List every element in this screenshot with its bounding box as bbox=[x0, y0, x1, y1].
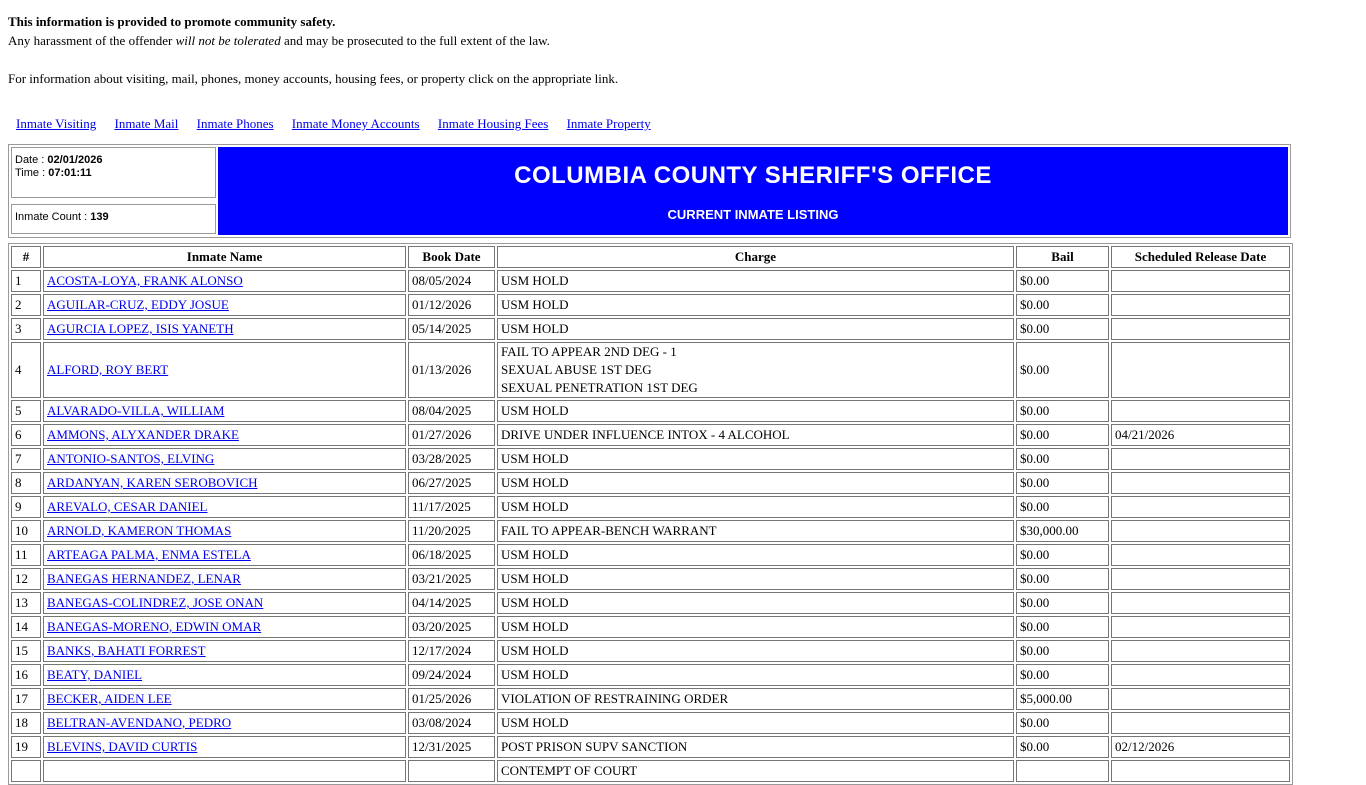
inmate-name-cell bbox=[43, 424, 406, 446]
inmate-name-link[interactable]: BLEVINS, DAVID CURTIS bbox=[47, 739, 198, 754]
row-number-cell: 1 bbox=[11, 270, 41, 292]
release-date-cell bbox=[1111, 592, 1290, 614]
table-row bbox=[11, 424, 1290, 446]
charge-cell bbox=[497, 472, 1014, 494]
inmate-name-cell bbox=[43, 544, 406, 566]
nav-link-inmate-visiting[interactable]: Inmate Visiting bbox=[16, 116, 97, 131]
date-time-box bbox=[11, 147, 216, 198]
header-left-cell bbox=[11, 147, 216, 235]
release-date-cell bbox=[1111, 760, 1290, 782]
bail-cell: $0.00 bbox=[1016, 736, 1109, 758]
row-number-cell: 17 bbox=[11, 688, 41, 710]
table-row bbox=[11, 448, 1290, 470]
inmate-name-link[interactable]: BECKER, AIDEN LEE bbox=[47, 691, 172, 706]
inmate-name-link[interactable]: BANEGAS-COLINDREZ, JOSE ONAN bbox=[47, 595, 264, 610]
charge-cell bbox=[497, 688, 1014, 710]
inmate-count-label: Inmate Count : bbox=[15, 211, 91, 223]
inmate-name-link[interactable]: AGURCIA LOPEZ, ISIS YANETH bbox=[47, 321, 234, 336]
book-date-cell: 03/28/2025 bbox=[408, 448, 495, 470]
nav-link-inmate-phones[interactable]: Inmate Phones bbox=[196, 116, 274, 131]
charge-line: USM HOLD bbox=[501, 643, 569, 658]
charge-cell bbox=[497, 520, 1014, 542]
charge-line: USM HOLD bbox=[501, 403, 569, 418]
charge-cell bbox=[497, 568, 1014, 590]
table-row bbox=[11, 664, 1290, 686]
table-row bbox=[11, 568, 1290, 590]
time-label: Time : bbox=[15, 167, 49, 179]
inmate-name-link[interactable]: BEATY, DANIEL bbox=[47, 667, 143, 682]
charge-cell bbox=[497, 424, 1014, 446]
inmate-name-cell bbox=[43, 472, 406, 494]
release-date-cell bbox=[1111, 400, 1290, 422]
charge-cell bbox=[497, 664, 1014, 686]
charge-cell bbox=[497, 616, 1014, 638]
book-date-cell: 01/27/2026 bbox=[408, 424, 495, 446]
bail-cell: $0.00 bbox=[1016, 472, 1109, 494]
bail-cell: $0.00 bbox=[1016, 294, 1109, 316]
book-date-cell: 01/25/2026 bbox=[408, 688, 495, 710]
info-line: For information about visiting, mail, phones, money accounts, housing fees, or property click on the appropriate link. bbox=[8, 71, 619, 86]
inmate-name-link[interactable]: BANEGAS-MORENO, EDWIN OMAR bbox=[47, 619, 262, 634]
bail-cell: $0.00 bbox=[1016, 318, 1109, 340]
inmate-name-link[interactable]: ANTONIO-SANTOS, ELVING bbox=[47, 451, 215, 466]
bail-cell: $0.00 bbox=[1016, 448, 1109, 470]
bail-cell: $0.00 bbox=[1016, 400, 1109, 422]
page-subtitle: CURRENT INMATE LISTING bbox=[667, 207, 839, 222]
charge-line: DRIVE UNDER INFLUENCE INTOX - 4 ALCOHOL bbox=[501, 427, 790, 442]
inmate-name-cell bbox=[43, 664, 406, 686]
row-number-cell: 6 bbox=[11, 424, 41, 446]
row-number-cell: 13 bbox=[11, 592, 41, 614]
safety-notice bbox=[8, 12, 1366, 50]
release-date-cell bbox=[1111, 342, 1290, 398]
charge-cell bbox=[497, 448, 1014, 470]
release-date-cell bbox=[1111, 616, 1290, 638]
nav-link-inmate-property[interactable]: Inmate Property bbox=[566, 116, 651, 131]
row-number-cell: 14 bbox=[11, 616, 41, 638]
bail-cell: $0.00 bbox=[1016, 568, 1109, 590]
book-date-cell: 03/08/2024 bbox=[408, 712, 495, 734]
inmate-name-link[interactable]: ALFORD, ROY BERT bbox=[47, 362, 169, 377]
book-date-cell: 08/05/2024 bbox=[408, 270, 495, 292]
inmate-name-link[interactable]: BANKS, BAHATI FORREST bbox=[47, 643, 206, 658]
book-date-cell: 06/27/2025 bbox=[408, 472, 495, 494]
charge-cell bbox=[497, 496, 1014, 518]
row-number-cell: 7 bbox=[11, 448, 41, 470]
charge-cell bbox=[497, 400, 1014, 422]
row-number-cell: 9 bbox=[11, 496, 41, 518]
charge-line: FAIL TO APPEAR 2ND DEG - 1 bbox=[501, 344, 677, 359]
header-banner-table bbox=[8, 144, 1291, 238]
book-date-cell: 03/20/2025 bbox=[408, 616, 495, 638]
table-row bbox=[11, 294, 1290, 316]
row-number-cell: 3 bbox=[11, 318, 41, 340]
table-row bbox=[11, 342, 1290, 398]
bail-cell: $30,000.00 bbox=[1016, 520, 1109, 542]
charge-line: USM HOLD bbox=[501, 667, 569, 682]
release-date-cell bbox=[1111, 472, 1290, 494]
inmate-name-link[interactable]: ARNOLD, KAMERON THOMAS bbox=[47, 523, 232, 538]
book-date-cell: 12/17/2024 bbox=[408, 640, 495, 662]
inmate-nav-links bbox=[8, 116, 1366, 132]
row-number-cell: 5 bbox=[11, 400, 41, 422]
inmate-name-cell bbox=[43, 342, 406, 398]
inmate-name-cell bbox=[43, 736, 406, 758]
inmate-name-cell bbox=[43, 760, 406, 782]
book-date-cell: 01/12/2026 bbox=[408, 294, 495, 316]
charge-line: VIOLATION OF RESTRAINING ORDER bbox=[501, 691, 729, 706]
nav-link-inmate-money-accounts[interactable]: Inmate Money Accounts bbox=[291, 116, 420, 131]
inmate-name-cell bbox=[43, 294, 406, 316]
charge-line: USM HOLD bbox=[501, 475, 569, 490]
bail-cell: $0.00 bbox=[1016, 616, 1109, 638]
nav-link-inmate-housing-fees[interactable]: Inmate Housing Fees bbox=[437, 116, 549, 131]
page-title: COLUMBIA COUNTY SHERIFF'S OFFICE bbox=[514, 162, 992, 189]
date-label: Date : bbox=[15, 154, 48, 166]
inmate-name-cell bbox=[43, 592, 406, 614]
time-value: 07:01:11 bbox=[48, 167, 92, 179]
inmate-name-cell bbox=[43, 270, 406, 292]
row-number-cell: 16 bbox=[11, 664, 41, 686]
table-row bbox=[11, 640, 1290, 662]
inmate-table-body bbox=[11, 270, 1290, 782]
table-row bbox=[11, 616, 1290, 638]
table-row bbox=[11, 688, 1290, 710]
row-number-cell: 4 bbox=[11, 342, 41, 398]
book-date-cell: 09/24/2024 bbox=[408, 664, 495, 686]
charge-line: SEXUAL ABUSE 1ST DEG bbox=[501, 362, 652, 377]
col-header-number: # bbox=[11, 246, 41, 268]
release-date-cell: 04/21/2026 bbox=[1111, 424, 1290, 446]
book-date-cell: 04/14/2025 bbox=[408, 592, 495, 614]
inmate-name-link[interactable]: ARTEAGA PALMA, ENMA ESTELA bbox=[47, 547, 251, 562]
inmate-name-cell bbox=[43, 712, 406, 734]
table-row bbox=[11, 496, 1290, 518]
nav-link-inmate-mail[interactable]: Inmate Mail bbox=[114, 116, 179, 131]
release-date-cell bbox=[1111, 688, 1290, 710]
charge-cell bbox=[497, 342, 1014, 398]
col-header-charge: Charge bbox=[497, 246, 1014, 268]
inmate-name-link[interactable]: AREVALO, CESAR DANIEL bbox=[47, 499, 208, 514]
charge-cell bbox=[497, 592, 1014, 614]
notice-line-1: This information is provided to promote community safety. bbox=[8, 14, 336, 29]
charge-line: USM HOLD bbox=[501, 321, 569, 336]
banner bbox=[218, 147, 1288, 235]
table-row bbox=[11, 400, 1290, 422]
inmate-table-header-row bbox=[11, 246, 1290, 268]
table-row bbox=[11, 472, 1290, 494]
charge-cell bbox=[497, 294, 1014, 316]
charge-line: POST PRISON SUPV SANCTION bbox=[501, 739, 688, 754]
inmate-count-value: 139 bbox=[90, 211, 109, 223]
charge-line: SEXUAL PENETRATION 1ST DEG bbox=[501, 380, 698, 395]
charge-line: USM HOLD bbox=[501, 595, 569, 610]
col-header-inmate-name: Inmate Name bbox=[43, 246, 406, 268]
bail-cell: $0.00 bbox=[1016, 544, 1109, 566]
inmate-name-link[interactable]: BELTRAN-AVENDANO, PEDRO bbox=[47, 715, 232, 730]
row-number-cell: 11 bbox=[11, 544, 41, 566]
table-row bbox=[11, 736, 1290, 758]
book-date-cell: 12/31/2025 bbox=[408, 736, 495, 758]
table-row bbox=[11, 592, 1290, 614]
row-number-cell: 12 bbox=[11, 568, 41, 590]
bail-cell: $0.00 bbox=[1016, 640, 1109, 662]
release-date-cell bbox=[1111, 294, 1290, 316]
row-number-cell: 19 bbox=[11, 736, 41, 758]
bail-cell: $0.00 bbox=[1016, 592, 1109, 614]
table-row bbox=[11, 544, 1290, 566]
bail-cell: $0.00 bbox=[1016, 424, 1109, 446]
charge-line: CONTEMPT OF COURT bbox=[501, 763, 638, 778]
release-date-cell bbox=[1111, 496, 1290, 518]
bail-cell bbox=[1016, 760, 1109, 782]
book-date-cell: 05/14/2025 bbox=[408, 318, 495, 340]
inmate-table bbox=[8, 243, 1293, 785]
bail-cell: $5,000.00 bbox=[1016, 688, 1109, 710]
release-date-cell bbox=[1111, 712, 1290, 734]
release-date-cell bbox=[1111, 520, 1290, 542]
charge-cell bbox=[497, 270, 1014, 292]
inmate-name-cell bbox=[43, 568, 406, 590]
col-header-release-date: Scheduled Release Date bbox=[1111, 246, 1290, 268]
inmate-name-link[interactable]: AGUILAR-CRUZ, EDDY JOSUE bbox=[47, 297, 229, 312]
table-row bbox=[11, 318, 1290, 340]
charge-line: USM HOLD bbox=[501, 273, 569, 288]
charge-cell bbox=[497, 760, 1014, 782]
bail-cell: $0.00 bbox=[1016, 342, 1109, 398]
charge-line: USM HOLD bbox=[501, 547, 569, 562]
charge-line: USM HOLD bbox=[501, 619, 569, 634]
charge-line: USM HOLD bbox=[501, 571, 569, 586]
row-number-cell bbox=[11, 760, 41, 782]
inmate-name-link[interactable]: BANEGAS HERNANDEZ, LENAR bbox=[47, 571, 241, 586]
charge-line: FAIL TO APPEAR-BENCH WARRANT bbox=[501, 523, 717, 538]
book-date-cell: 06/18/2025 bbox=[408, 544, 495, 566]
release-date-cell bbox=[1111, 640, 1290, 662]
inmate-name-link[interactable]: ACOSTA-LOYA, FRANK ALONSO bbox=[47, 273, 243, 288]
charge-cell bbox=[497, 736, 1014, 758]
bail-cell: $0.00 bbox=[1016, 712, 1109, 734]
book-date-cell: 01/13/2026 bbox=[408, 342, 495, 398]
inmate-name-cell bbox=[43, 400, 406, 422]
notice-line-2-italic: will not be tolerated bbox=[175, 33, 281, 48]
release-date-cell: 02/12/2026 bbox=[1111, 736, 1290, 758]
book-date-cell: 03/21/2025 bbox=[408, 568, 495, 590]
col-header-bail: Bail bbox=[1016, 246, 1109, 268]
row-number-cell: 15 bbox=[11, 640, 41, 662]
inmate-name-link[interactable]: AMMONS, ALYXANDER DRAKE bbox=[47, 427, 239, 442]
inmate-name-link[interactable]: ALVARADO-VILLA, WILLIAM bbox=[47, 403, 225, 418]
charge-line: USM HOLD bbox=[501, 499, 569, 514]
inmate-name-cell bbox=[43, 688, 406, 710]
table-row bbox=[11, 520, 1290, 542]
inmate-name-cell bbox=[43, 496, 406, 518]
charge-cell bbox=[497, 712, 1014, 734]
inmate-name-cell bbox=[43, 520, 406, 542]
notice-line-2-suffix: and may be prosecuted to the full extent of the law. bbox=[280, 33, 550, 48]
release-date-cell bbox=[1111, 448, 1290, 470]
date-value: 02/01/2026 bbox=[47, 154, 103, 166]
table-row bbox=[11, 712, 1290, 734]
bail-cell: $0.00 bbox=[1016, 664, 1109, 686]
book-date-cell: 11/20/2025 bbox=[408, 520, 495, 542]
bail-cell: $0.00 bbox=[1016, 496, 1109, 518]
book-date-cell: 08/04/2025 bbox=[408, 400, 495, 422]
notice-line-2-prefix: Any harassment of the offender bbox=[8, 33, 176, 48]
charge-line: USM HOLD bbox=[501, 297, 569, 312]
release-date-cell bbox=[1111, 270, 1290, 292]
book-date-cell bbox=[408, 760, 495, 782]
charge-cell bbox=[497, 544, 1014, 566]
row-number-cell: 8 bbox=[11, 472, 41, 494]
release-date-cell bbox=[1111, 544, 1290, 566]
row-number-cell: 2 bbox=[11, 294, 41, 316]
table-row bbox=[11, 270, 1290, 292]
inmate-name-cell bbox=[43, 318, 406, 340]
charge-line: USM HOLD bbox=[501, 451, 569, 466]
row-number-cell: 10 bbox=[11, 520, 41, 542]
inmate-name-cell bbox=[43, 640, 406, 662]
inmate-count-box bbox=[11, 204, 216, 234]
release-date-cell bbox=[1111, 568, 1290, 590]
release-date-cell bbox=[1111, 664, 1290, 686]
table-row bbox=[11, 760, 1290, 782]
release-date-cell bbox=[1111, 318, 1290, 340]
charge-line: USM HOLD bbox=[501, 715, 569, 730]
inmate-name-cell bbox=[43, 448, 406, 470]
col-header-book-date: Book Date bbox=[408, 246, 495, 268]
charge-cell bbox=[497, 640, 1014, 662]
book-date-cell: 11/17/2025 bbox=[408, 496, 495, 518]
row-number-cell: 18 bbox=[11, 712, 41, 734]
bail-cell: $0.00 bbox=[1016, 270, 1109, 292]
inmate-name-cell bbox=[43, 616, 406, 638]
charge-cell bbox=[497, 318, 1014, 340]
inmate-name-link[interactable]: ARDANYAN, KAREN SEROBOVICH bbox=[47, 475, 258, 490]
